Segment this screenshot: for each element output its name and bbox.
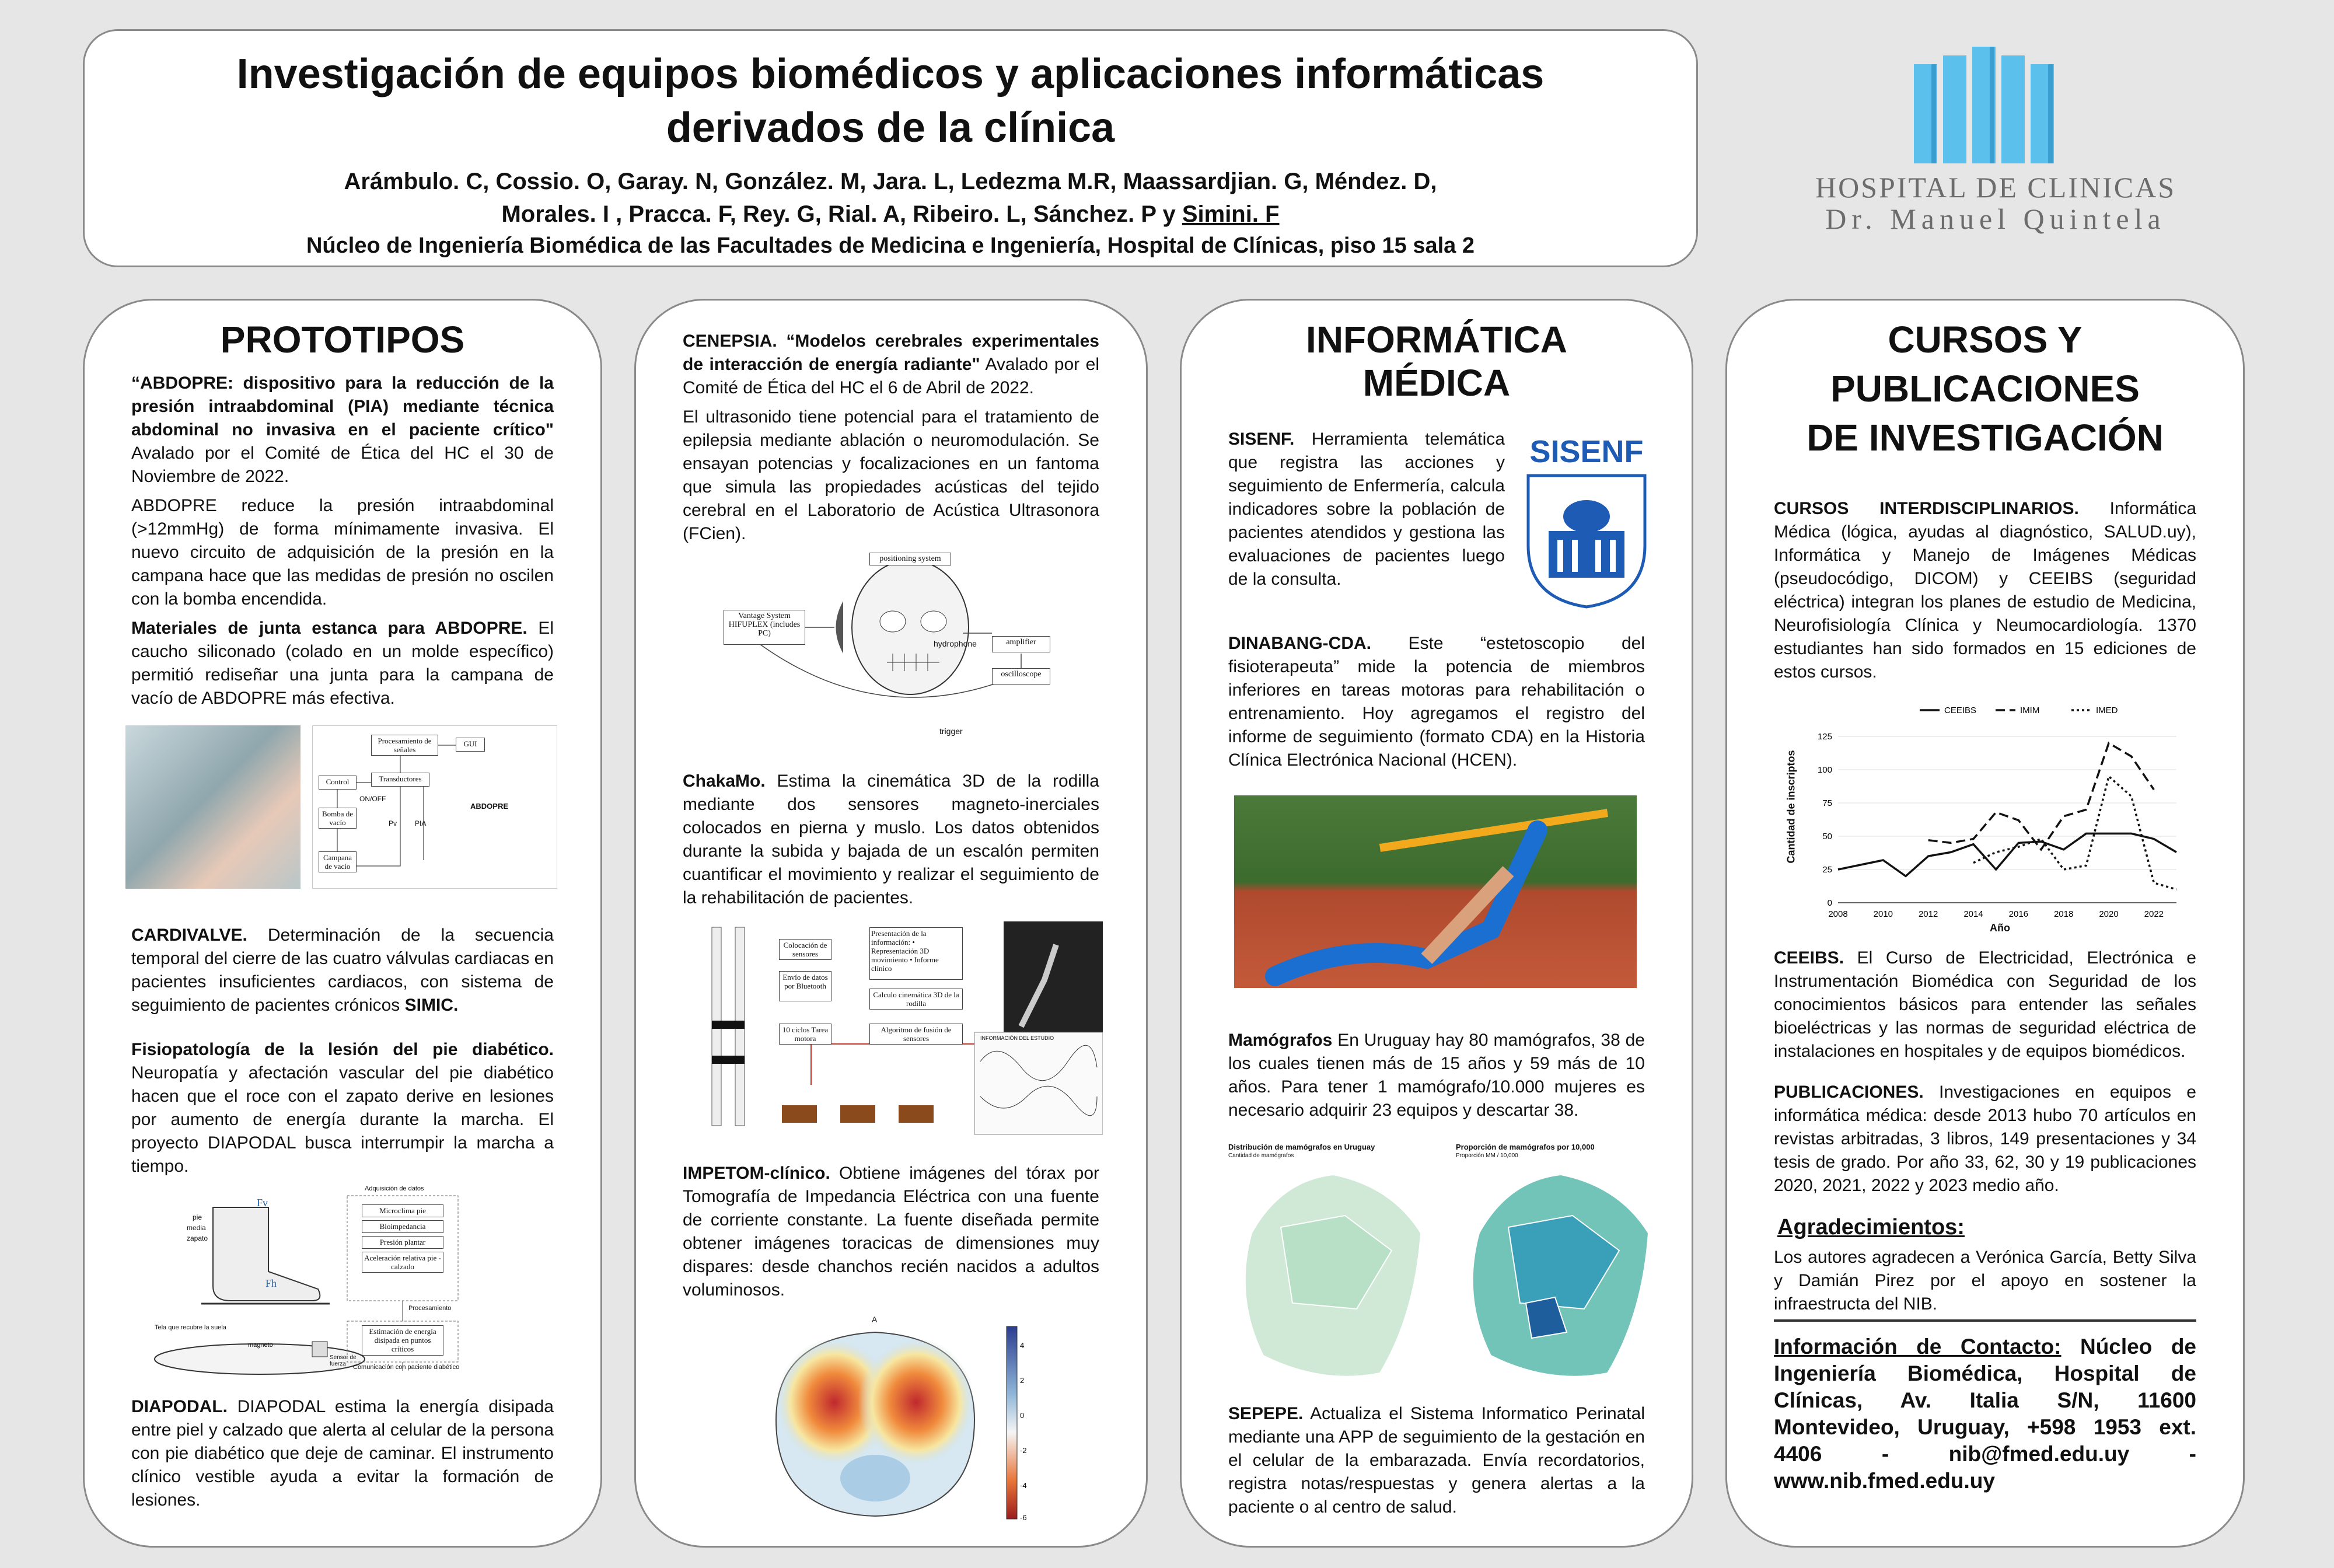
cenepsia-desc: El ultrasonido tiene potencial para el tratamiento de epilepsia mediante ablación o neuromodulación. Se ensayan potencias y focalizaciones en un fantoma que simula las propiedades acústicas del tejido cerebral en el Laboratorio de Acústica Ultrasonora (FCien).	[683, 407, 1099, 543]
cursos-text: CURSOS INTERDISCIPLINARIOS. Informática Médica (lógica, ayudas al diagnóstico, SALUD.uy), Informática y Manejo de Imágenes Médicas (pseudocódigo, DICOM) y CEEIBS (seguridad eléctrica) integran los planes de estudio de Medicina, Neurofisiología Clínica y Neumocardiología. 1370 estudiantes han sido formados en 15 ediciones de estos cursos.	[1774, 499, 2196, 682]
sisenf-block	[1228, 428, 1645, 591]
chart-ytick: 100	[1817, 765, 1832, 775]
contacto-text: Información de Contacto: Núcleo de Ingeniería Biomédica, Hospital de Clínicas, Av. Italia S/N, 11600 Montevideo, Uruguay, +598 1953 ext. 4406 - nib@fmed.edu.uy - www.nib.fmed.edu.uy	[1774, 1335, 2196, 1493]
chart-ylabel: Cantidad de inscriptos	[1785, 750, 1797, 864]
section-title-informatica: INFORMÁTICA MÉDICA	[1306, 319, 1567, 404]
mamografos-text: Mamógrafos En Uruguay hay 80 mamógrafos, 38 de los cuales tienen más de 15 años y 59 más de 10 años. Para tener 1 mamógrafo/10.000 mujeres es necesario adquirir 23 equipos y descartar 38.	[1228, 1031, 1645, 1120]
chart-xtick: 2012	[1918, 909, 1938, 919]
chart-legend-label: IMED	[2096, 706, 2118, 715]
fisiopatologia-text: Fisiopatología de la lesión del pie diabético. Neuropatía y afectación vascular del pie diabético hacen que el roce con el zapato derive en lesiones por aumento de energía durante la marcha. El proyecto DIAPODAL busca interrumpir la marcha a tiempo.	[131, 1040, 554, 1176]
eit-image: A 4 2 0 -2 -4 -6	[741, 1315, 1039, 1531]
chart-xtick: 2014	[1963, 909, 1983, 919]
chart-xtick: 2022	[2144, 909, 2164, 919]
chart-xtick: 2010	[1873, 909, 1893, 919]
chart-legend-label: IMIM	[2020, 706, 2040, 715]
hospital-logo	[1774, 41, 2217, 239]
chart-ytick: 50	[1822, 832, 1832, 841]
sisenf-text: SISENF. Herramienta telemática que registra las acciones y seguimiento de Enfermería, calcula indicadores sobre la población de pacientes atendidos y gestiona las evaluaciones de pacientes luego de la consulta.	[1228, 429, 1505, 589]
abdopre-desc: ABDOPRE reduce la presión intraabdominal (>12mmHg) de forma mínimamente invasiva. El nuevo circuito de adquisición de la presión en la campana hace que las medidas de presión no oscilen con la bomba encendida.	[131, 496, 554, 609]
logo-line2: Dr. Manuel Quintela	[1825, 202, 2166, 235]
agradecimientos-block	[1774, 1215, 2196, 1322]
ultrasound-setup-diagram: positioning system Vantage System HIFUPLEX (includes PC) hydrophone amplifier oscilloscope trigger	[694, 551, 1099, 750]
ceeibs-text: CEEIBS. El Curso de Electricidad, Electrónica e Instrumentación Biomédica con Seguridad de los conocimientos básicos para entender las señales bioeléctricas y las normas de seguridad eléctrica de instalaciones en hospitales y de equipos biomédicos.	[1774, 948, 2196, 1061]
chart-xtick: 2020	[2099, 909, 2119, 919]
agradecimientos-title: Agradecimientos:	[1777, 1215, 1965, 1239]
column-prototipos-2	[634, 299, 1148, 1548]
chakamo-diagram: Colocación de sensores Envío de datos por Bluetooth 10 ciclos Tarea motora Presentación de la información: • Representación 3D movimiento • Informe clínico Calculo cinemática 3D de la rodilla Algoritmo de fusión de sensores INFORMACIÓN DEL ESTUDIO	[694, 921, 1099, 1137]
column-cursos	[1725, 299, 2245, 1548]
cardivalve-text: CARDIVALVE. Determinación de la secuencia temporal del cierre de las cuatro válvulas cardiacas en pacientes insuficientes cardiacos, con sistema de seguimiento de pacientes crónicos SIMIC.	[131, 926, 554, 1015]
section-title-prototipos: PROTOTIPOS	[220, 319, 465, 361]
diapodal-text: DIAPODAL. DIAPODAL estima la energía disipada entre piel y calzado que alerta al celular de la persona con pie diabético que deje de caminar. El instrumento clínico vestible ayuda a evitar la formación de lesiones.	[131, 1397, 554, 1510]
abdopre-text: “ABDOPRE: dispositivo para la reducción de la presión intraabdominal (PIA) mediante técnica abdominal no invasiva en el paciente crítico" Avalado por el Comité de Ética del HC el 30 de Noviembre de 2022.	[131, 373, 554, 486]
logo-line1: HOSPITAL DE CLINICAS	[1815, 171, 2176, 204]
poster-title: Investigación de equipos biomédicos y aplicaciones informáticas derivados de la clínica	[236, 51, 1545, 151]
authors: Arámbulo. C, Cossio. O, Garay. N, González. M, Jara. L, Ledezma M.R, Maassardjian. G, Méndez. D, Morales. I , Pracca. F, Rey. G, Rial. A, Ribeiro. L, Sánchez. P y Simini. F	[344, 169, 1437, 227]
hospital-logo-icon	[1774, 41, 2217, 169]
column-prototipos	[83, 299, 602, 1548]
chart-xtick: 2008	[1828, 909, 1848, 919]
enrollment-chart	[1774, 696, 2194, 941]
chart-xtick: 2016	[2008, 909, 2029, 919]
sepepe-text: SEPEPE. Actualiza el Sistema Informatico Perinatal mediante una APP de seguimiento de la gestación en el celular de la embarazada. Envía recordatorios, registra notas/respuestas y genera alertas a la paciente o al centro de salud.	[1228, 1404, 1645, 1517]
abdopre-figure	[125, 725, 560, 895]
poster-header	[83, 29, 1698, 267]
sisenf-logo: SISENF	[1522, 434, 1651, 609]
dinabang-photo	[1234, 795, 1637, 988]
impetom-text: IMPETOM-clínico. Obtiene imágenes del tórax por Tomografía de Impedancia Eléctrica con una fuente de corriente constante. La fuente diseñada permite obtener imágenes toracicas de dimensiones muy dispares: desde chanchos recién nacidos a adultos voluminosos.	[683, 1164, 1099, 1300]
chart-xtick: 2018	[2053, 909, 2074, 919]
chart-ytick: 25	[1822, 865, 1832, 875]
abdopre-diagram: Procesamiento de señales GUI Control Transductores Bomba de vacío Campana de vacío ON/OFF Pv PIA ABDOPRE	[312, 725, 557, 889]
section-title-cursos: CURSOS Y PUBLICACIONES DE INVESTIGACIÓN	[1807, 319, 2164, 459]
chart-xlabel: Año	[1990, 922, 2010, 934]
agradecimientos-text: Los autores agradecen a Verónica García, Betty Silva y Damián Pirez por el apoyo en sostener la infraestructa del NIB.	[1774, 1248, 2196, 1314]
publicaciones-text: PUBLICACIONES. Investigaciones en equipos e informática médica: desde 2013 hubo 70 artículos en revistas arbitradas, 3 libros, 149 presentaciones y 34 tesis de grado. Por año 33, 62, 30 y 19 publicaciones 2020, 2021, 2022 y 2023 medio año.	[1774, 1082, 2196, 1195]
cenepsia-text: CENEPSIA. “Modelos cerebrales experimentales de interacción de energía radiante" Avalado por el Comité de Ética del HC el 6 de Abril de 2022.	[683, 331, 1099, 397]
corresponding-author: Simini. F	[1182, 201, 1280, 227]
dinabang-text: DINABANG-CDA. Este “estetoscopio del fisioterapeuta” mide la potencia de miembros inferiores en tareas motoras para rehabilitación o entrenamiento. Hoy agregamos el registro del informe de seguimiento (formato CDA) en la Historia Clínica Electrónica Nacional (HCEN).	[1228, 634, 1645, 770]
chart-ytick: 75	[1822, 798, 1832, 808]
chart-ytick: 125	[1817, 732, 1832, 742]
patient-photo	[125, 725, 301, 889]
diapodal-diagram: Fv pie media zapato Fh Tela que recubre la suela magneto Sensor de fuerza Adquisición de datos Microclima pie Bioimpedancia Presión plantar Aceleración relativa pie - calzado Procesamiento Estimación de energía disipada en puntos críticos Comunicación con paciente diabético	[143, 1184, 542, 1377]
chakamo-text: ChakaMo. Estima la cinemática 3D de la rodilla mediante dos sensores magneto-inerciales colocados en pierna y muslo. Los datos obtenidos durante la subida y bajada de un escalón permiten cuantificar el movimiento y realizar el seguimiento de la rehabilitación de pacientes.	[683, 771, 1099, 907]
chart-legend-label: CEEIBS	[1944, 706, 1977, 715]
mamografos-maps: Distribución de mamógrafos en Uruguay Cantidad de mamógrafos Proporción de mamógrafos por 10,000 Proporción MM / 10,000	[1228, 1134, 1645, 1391]
chart-series-imed	[1973, 776, 2176, 889]
chart-ytick: 0	[1827, 898, 1832, 908]
column-informatica	[1180, 299, 1693, 1548]
sisenf-shield-icon	[1522, 470, 1651, 610]
affiliation: Núcleo de Ingeniería Biomédica de las Facultades de Medicina e Ingeniería, Hospital de Clínicas, piso 15 sala 2	[306, 233, 1475, 258]
materiales-text: Materiales de junta estanca para ABDOPRE. El caucho siliconado (colado en un molde específico) permitió rediseñar una junta para la campana de vacío de ABDOPRE más efectiva.	[131, 619, 554, 708]
